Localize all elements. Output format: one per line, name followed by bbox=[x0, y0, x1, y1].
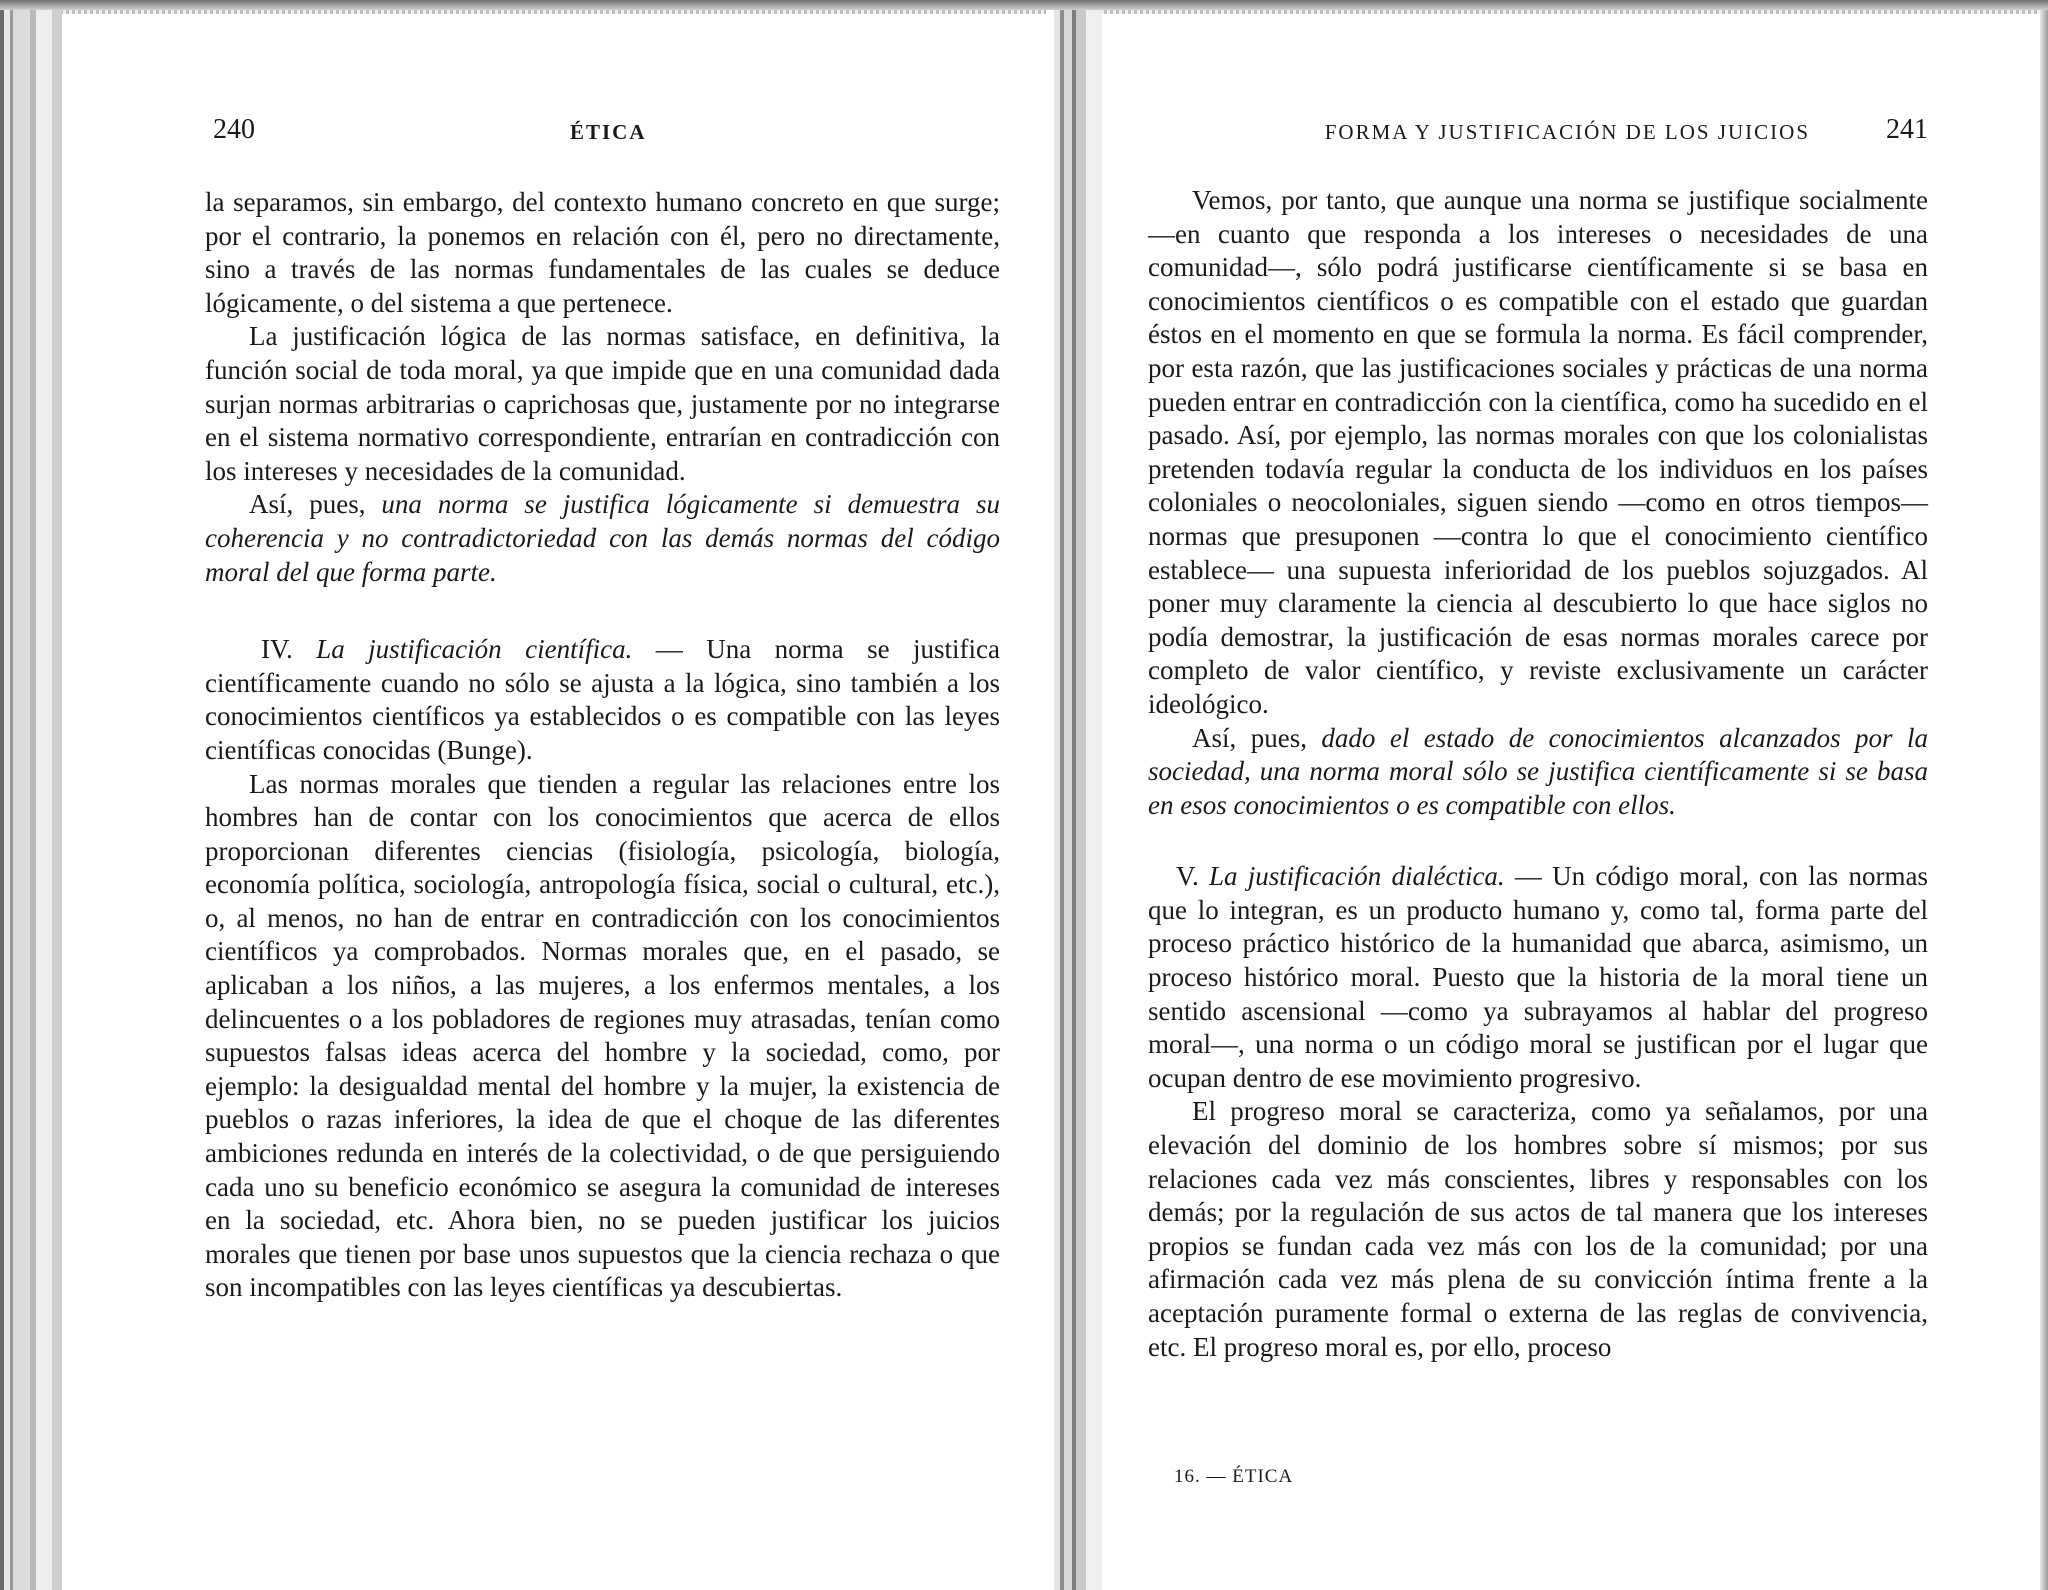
paragraph: Las normas morales que tienden a regular las relaciones entre los hombres han de contar con los conocimientos que acerca de ellos proporcionan diferentes ciencias (fisiología, psicología, biología, economía política, sociología, antropología física, social o cultural, etc.), o, al menos, no han de entrar en contradicción con los conocimientos científicos ya comprobados. Normas morales que, en el pasado, se aplicaban a los niños, a las mujeres, a los enfermos mentales, a los delincuentes o a los pobladores de regiones muy atrasadas, tenían como supuestos falsas ideas acerca del hombre y la sociedad, como, por ejemplo: la desigualdad mental del hombre y la mujer, la existencia de pueblos o razas inferiores, la idea de que el choque de las diferentes ambiciones redunda en interés de la colectividad, o de que persiguiendo cada uno su beneficio económico se asegura la comunidad de intereses en la sociedad, etc. Ahora bien, no se pueden justificar los juicios morales que tienen por base unos supuestos que la ciencia rechaza o que son incompatibles con las leyes científicas ya descubiertas. bbox=[205, 768, 1000, 1303]
running-head-title: ÉTICA bbox=[570, 120, 647, 144]
conclusion-italic: dado el estado de conocimientos alcanzados por la sociedad, una norma moral sólo se justifica científicamente si se basa en esos conocimientos o es compatible con ellos. bbox=[1148, 722, 1928, 820]
book-left-edge bbox=[0, 10, 62, 1590]
conclusion-lead: Así, pues, bbox=[1192, 722, 1322, 753]
section-dash: — bbox=[1504, 861, 1553, 892]
section-paragraph bbox=[205, 633, 1000, 767]
conclusion-lead: Así, pues, bbox=[249, 489, 382, 520]
conclusion-paragraph bbox=[1148, 722, 1928, 823]
section-title: La justificación dialéctica. bbox=[1209, 861, 1505, 892]
section-text: Un código moral, con las normas que lo integran, es un producto humano y, como tal, forma parte del proceso práctico histórico de la humanidad que abarca, asimismo, un proceso histórico moral. Puesto que la historia de la moral tiene un sentido ascensional —como ya subrayamos al hablar del progreso moral—, una norma o un código moral se justifican por el lugar que ocupan dentro de ese movimiento progresivo. bbox=[1148, 861, 1928, 1093]
section-paragraph bbox=[1148, 860, 1928, 1095]
paragraph: Vemos, por tanto, que aunque una norma se justifique socialmente —en cuanto que responda a los intereses o necesidades de una comunidad—, sólo podrá justificarse científicamente si se basa en conocimientos científicos o es compatible con el estado que guardan éstos en el momento en que se formula la norma. Es fácil comprender, por esta razón, que las justificaciones sociales y prácticas de una norma pueden entrar en contradicción con la científica, como ha sucedido en el pasado. Así, por ejemplo, las normas morales con que los colonialistas pretenden todavía regular la conducta de los individuos en los países coloniales o neocoloniales, siguen siendo —como en otros tiempos— normas que presuponen —contra lo que el conocimiento científico establece— una supuesta inferioridad de los pueblos sojuzgados. Al poner muy claramente la ciencia al descubierto lo que hace siglos no podía demostrar, la justificación de esas normas morales carece por completo de valor científico, y reviste exclusivamente un carácter ideológico. bbox=[1148, 185, 1928, 719]
page-number: 241 bbox=[1886, 114, 1928, 145]
section-number: V. bbox=[1176, 861, 1199, 892]
conclusion-paragraph bbox=[205, 488, 1000, 589]
conclusion-italic: una norma se justifica lógicamente si demuestra su coherencia y no contradictoriedad con las demás normas del código moral del que forma parte. bbox=[205, 489, 1001, 587]
paragraph: El progreso moral se caracteriza, como ya señalamos, por una elevación del dominio de los hombres sobre sí mismos; por sus relaciones cada vez más conscientes, libres y responsables con los demás; por la regulación de sus actos de tal manera que los intereses propios se fundan cada vez más con los de la comunidad; por una afirmación cada vez más plena de su convicción íntima frente a la aceptación puramente formal o externa de las reglas de convivencia, etc. El progreso moral es, por ello, proceso bbox=[1148, 1096, 1928, 1362]
book-gutter bbox=[1046, 10, 1102, 1590]
section-dash: — bbox=[632, 634, 707, 665]
printer-signature: 16. — ÉTICA bbox=[1174, 1466, 1294, 1487]
running-head bbox=[205, 114, 1000, 150]
running-head-title: FORMA Y JUSTIFICACIÓN DE LOS JUICIOS bbox=[1324, 120, 1810, 144]
book-right-edge bbox=[2040, 10, 2048, 1590]
section-title: La justificación científica. bbox=[316, 634, 633, 665]
right-page bbox=[1148, 0, 1928, 1590]
paragraph: La justificación lógica de las normas satisface, en definitiva, la función social de toda moral, ya que impide que en una comunidad dada surjan normas arbitrarias o caprichosas que, justamente por no integrarse en el sistema normativo correspondiente, entrarían en contradicción con los intereses y necesidades de la comunidad. bbox=[205, 321, 1000, 486]
section-text: Una norma se justifica científicamente cuando no sólo se ajusta a la lógica, sino también a los conocimientos científicos ya establecidos o es compatible con las leyes científicas conocidas (Bunge). bbox=[205, 634, 1000, 765]
running-head bbox=[1148, 114, 1928, 150]
left-page bbox=[205, 0, 1000, 1590]
page-body bbox=[1148, 184, 1928, 1364]
page-body bbox=[205, 186, 1000, 1305]
paragraph: la separamos, sin embargo, del contexto humano concreto en que surge; por el contrario, la ponemos en relación con él, pero no directamente, sino a través de las normas fundamentales de las cuales se deduce lógicamente, o del sistema a que pertenece. bbox=[205, 187, 1000, 318]
section-number: IV. bbox=[261, 634, 293, 665]
page-number: 240 bbox=[213, 114, 255, 145]
